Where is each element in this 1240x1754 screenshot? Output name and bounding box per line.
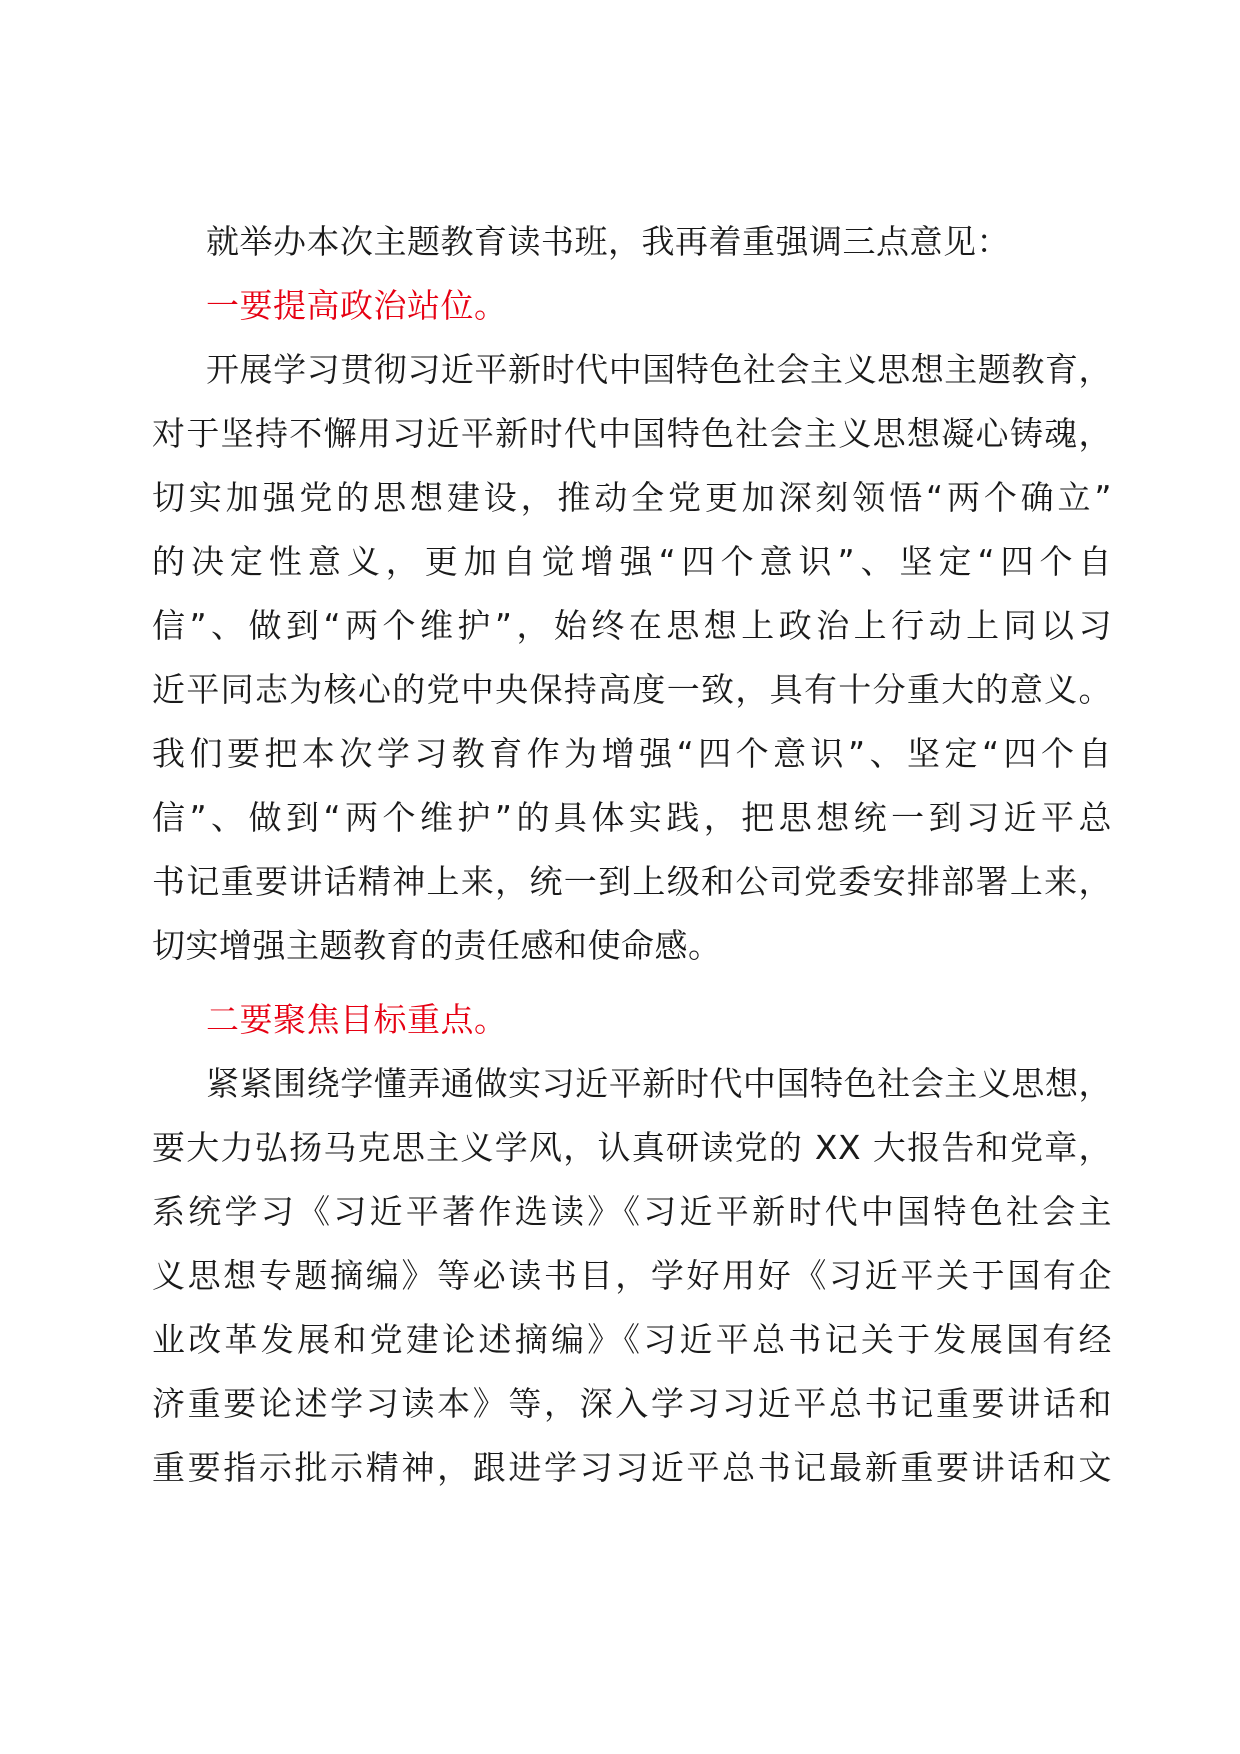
paragraph-2-line-4: 义思想专题摘编》等必读书目，学好用好《习近平关于国有企	[152, 1256, 1112, 1295]
paragraph-1-line-2: 对于坚持不懈用习近平新时代中国特色社会主义思想凝心铸魂，	[152, 414, 1112, 453]
paragraph-1-line-1: 开展学习贯彻习近平新时代中国特色社会主义思想主题教育，	[206, 350, 1112, 389]
intro-line: 就举办本次主题教育读书班，我再着重强调三点意见：	[206, 222, 1010, 261]
paragraph-1-line-6: 近平同志为核心的党中央保持高度一致，具有十分重大的意义。	[152, 670, 1112, 709]
paragraph-1-line-3: 切实加强党的思想建设，推动全党更加深刻领悟“两个确立”	[152, 478, 1112, 517]
paragraph-2-line-3: 系统学习《习近平著作选读》《习近平新时代中国特色社会主	[152, 1192, 1112, 1231]
paragraph-1-line-10: 切实增强主题教育的责任感和使命感。	[152, 926, 722, 965]
paragraph-2-line-1: 紧紧围绕学懂弄通做实习近平新时代中国特色社会主义思想，	[206, 1064, 1112, 1103]
paragraph-2-line-7: 重要指示批示精神，跟进学习习近平总书记最新重要讲话和文	[152, 1448, 1112, 1487]
paragraph-1-line-4: 的决定性意义，更加自觉增强“四个意识”、坚定“四个自	[152, 542, 1112, 581]
paragraph-2-line-6: 济重要论述学习读本》等，深入学习习近平总书记重要讲话和	[152, 1384, 1112, 1423]
paragraph-2-line-5: 业改革发展和党建论述摘编》《习近平总书记关于发展国有经	[152, 1320, 1112, 1359]
section-heading-2: 二要聚焦目标重点。	[206, 1000, 508, 1039]
paragraph-1-line-7: 我们要把本次学习教育作为增强“四个意识”、坚定“四个自	[152, 734, 1112, 773]
paragraph-1-line-8: 信”、做到“两个维护”的具体实践，把思想统一到习近平总	[152, 798, 1112, 837]
section-heading-1: 一要提高政治站位。	[206, 286, 508, 325]
paragraph-2-line-2: 要大力弘扬马克思主义学风，认真研读党的 XX 大报告和党章，	[152, 1128, 1112, 1167]
paragraph-1-line-5: 信”、做到“两个维护”，始终在思想上政治上行动上同以习	[152, 606, 1112, 645]
paragraph-1-line-9: 书记重要讲话精神上来，统一到上级和公司党委安排部署上来，	[152, 862, 1112, 901]
